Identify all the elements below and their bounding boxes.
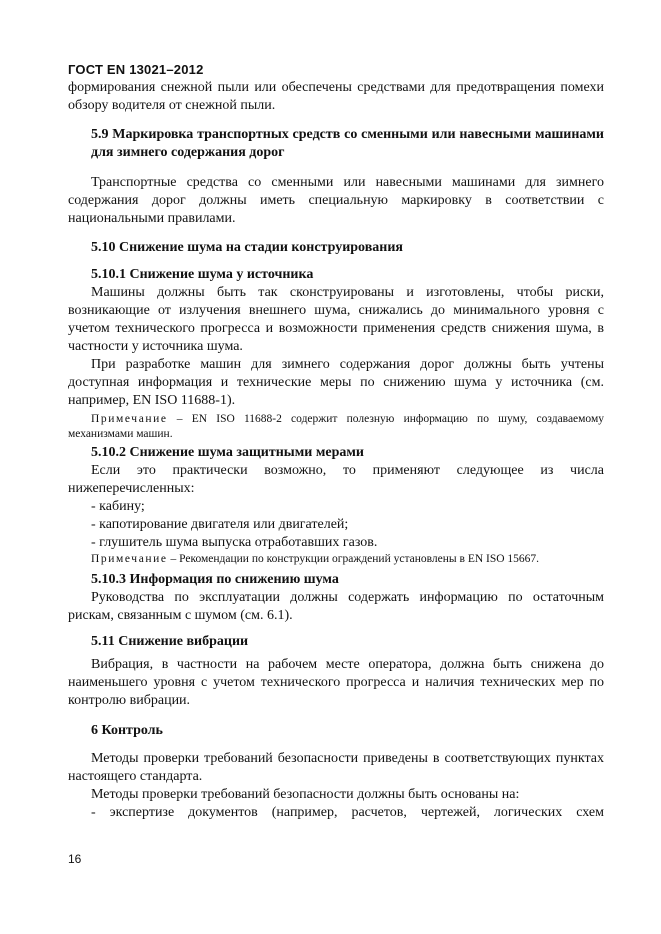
note-text: – Рекомендации по конструкции ограждений установлены в EN ISO 15667. (167, 553, 540, 565)
page-number: 16 (68, 852, 82, 866)
page-content (68, 79, 604, 822)
note-5-10-1 (68, 412, 604, 442)
note-text: – EN ISO 11688-2 содержит полезную информацию по шуму, создаваемому механизмами машин. (68, 413, 604, 440)
paragraph-5-10-1-b: При разработке машин для зимнего содержания дорог должны быть учтены доступная информация и технические меры по снижению шума у источника (см. например, EN ISO 11688-1). (68, 357, 604, 408)
paragraph-6-b: Методы проверки требований безопасности должны быть основаны на: (91, 787, 520, 802)
heading-5-10-3: 5.10.3 Информация по снижению шума (91, 572, 339, 587)
note-5-10-2 (68, 552, 604, 567)
heading-6: 6 Контроль (91, 723, 163, 738)
paragraph-5-10-3: Руководства по эксплуатации должны содержать информацию по остаточным рискам, связанным с шумом (см. 6.1). (68, 590, 604, 623)
note-label: Примечание (91, 413, 168, 425)
paragraph-5-10-1-a: Машины должны быть так сконструированы и изготовлены, чтобы риски, возникающие от излучения внешнего шума, снижались до минимального уровня с учетом технического прогресса и возможности применения средств снижения шума, в частности у источника шума. (68, 285, 604, 354)
note-label: Примечание (91, 553, 168, 565)
continuation-paragraph: формирования снежной пыли или обеспечены средствами для предотвращения помехи обзору водителя от снежной пыли. (68, 80, 604, 113)
heading-5-10-1: 5.10.1 Снижение шума у источника (91, 267, 314, 282)
paragraph-6-a: Методы проверки требований безопасности приведены в соответствующих пунктах настоящего стандарта. (68, 751, 604, 784)
paragraph-6-c: - экспертизе документов (например, расчетов, чертежей, логических схем (91, 805, 604, 820)
list-item: - кабину; (91, 499, 145, 514)
paragraph-5-11: Вибрация, в частности на рабочем месте оператора, должна быть снижена до наименьшего уровня с учетом технического прогресса и наличия технических мер по контролю вибрации. (68, 657, 604, 708)
heading-5-9: 5.9 Маркировка транспортных средств со сменными или навесными машинами для зимнего содержания дорог (91, 127, 604, 160)
heading-5-10-2: 5.10.2 Снижение шума защитными мерами (91, 445, 364, 460)
paragraph-5-9: Транспортные средства со сменными или навесными машинами для зимнего содержания дорог должны иметь специальную маркировку в соответствии с национальными правилами. (68, 175, 604, 226)
paragraph-5-10-2: Если это практически возможно, то применяют следующее из числа нижеперечисленных: (68, 463, 604, 496)
heading-5-10: 5.10 Снижение шума на стадии конструирования (91, 240, 403, 255)
standard-header: ГОСТ EN 13021–2012 (68, 62, 204, 77)
heading-5-11: 5.11 Снижение вибрации (91, 634, 249, 649)
list-item: - капотирование двигателя или двигателей; (91, 517, 349, 532)
list-item: - глушитель шума выпуска отработавших газов. (91, 535, 378, 550)
